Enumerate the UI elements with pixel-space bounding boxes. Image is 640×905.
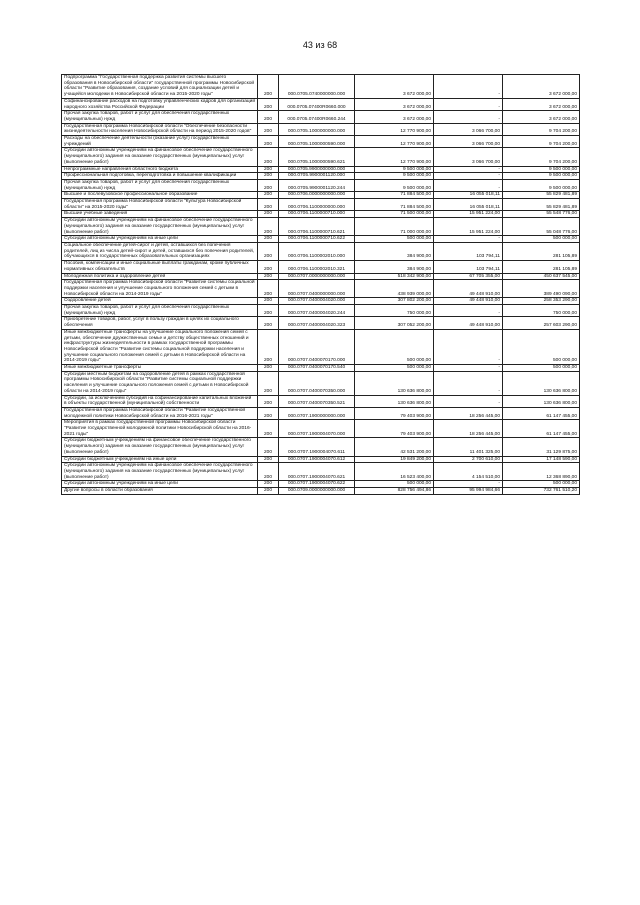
row-executed-amount-cell: - xyxy=(434,305,503,317)
row-executed-amount-cell: - xyxy=(434,98,503,110)
row-approved-amount-cell: 500 000,00 xyxy=(355,481,434,488)
table-row xyxy=(62,365,580,372)
row-executed-amount-cell: 67 705 355,00 xyxy=(434,273,503,280)
row-executed-amount-cell: 3 066 700,00 xyxy=(434,123,503,135)
row-approved-amount-cell: 3 672 000,00 xyxy=(355,111,434,123)
row-classification-code-cell: 000.0705.1000000590.000 xyxy=(279,136,355,148)
table-row xyxy=(62,136,580,148)
row-approved-amount-cell: 500 000,00 xyxy=(355,329,434,364)
row-approved-amount-cell: 71 500 000,00 xyxy=(355,211,434,218)
row-name-cell: Расходы на обеспечение деятельности (оказание услуг) государственных учреждений xyxy=(62,136,258,148)
table-row xyxy=(62,123,580,135)
row-code-cell: 200 xyxy=(258,420,279,438)
row-executed-amount-cell: - xyxy=(434,75,503,99)
row-name-cell: Субсидии автономным учреждениям на иные цели xyxy=(62,481,258,488)
row-code-cell: 200 xyxy=(258,298,279,305)
row-executed-amount-cell: 49 448 910,00 xyxy=(434,317,503,329)
row-classification-code-cell: 000.0707.0400070170.000 xyxy=(279,329,355,364)
row-name-cell: Мероприятия в рамках государственной программы Новосибирской области "Развитие государственной молодежной политики Новосибирской области на 2016-2021 годы" xyxy=(62,420,258,438)
row-name-cell: Субсидии автономным учреждениям на финансовое обеспечение государственного (муниципального) задания на оказание государственных (муниципальных) услуг (выполнение работ) xyxy=(62,148,258,166)
row-classification-code-cell: 000.0707.1900004070.612 xyxy=(279,456,355,463)
table-row xyxy=(62,148,580,166)
row-remaining-amount-cell: 55 048 776,00 xyxy=(503,218,580,236)
row-executed-amount-cell: 18 256 445,00 xyxy=(434,420,503,438)
row-approved-amount-cell: 42 531 200,00 xyxy=(355,438,434,456)
row-remaining-amount-cell: 9 500 000,00 xyxy=(503,166,580,173)
table-row xyxy=(62,395,580,407)
row-code-cell: 200 xyxy=(258,211,279,218)
row-classification-code-cell: 000.0706.1100002010.000 xyxy=(279,242,355,260)
table-row xyxy=(62,488,580,495)
row-classification-code-cell: 000.0707.0400000000.000 xyxy=(279,280,355,298)
row-remaining-amount-cell: 258 353 290,00 xyxy=(503,298,580,305)
row-name-cell: Пособия, компенсации и иные социальные выплаты гражданам, кроме публичных нормативных обязательств xyxy=(62,261,258,273)
row-name-cell: Субсидии местным бюджетам на оздоровление детей в рамках государственной программы Новосибирской области "Развитие системы социальной поддержки населения и улучшение социального положения семей с детьми в Новосибирской области на 2014-2019 годы" xyxy=(62,371,258,395)
table-row xyxy=(62,242,580,260)
row-approved-amount-cell: 518 342 900,00 xyxy=(355,273,434,280)
row-code-cell: 200 xyxy=(258,273,279,280)
row-approved-amount-cell: 9 500 000,00 xyxy=(355,166,434,173)
row-remaining-amount-cell: 17 148 590,00 xyxy=(503,456,580,463)
row-remaining-amount-cell: 9 500 000,00 xyxy=(503,173,580,180)
row-name-cell: Другие вопросы в области образования xyxy=(62,488,258,495)
row-code-cell: 200 xyxy=(258,111,279,123)
table-row xyxy=(62,199,580,211)
row-approved-amount-cell: 384 900,00 xyxy=(355,261,434,273)
row-approved-amount-cell: 3 672 000,00 xyxy=(355,98,434,110)
row-classification-code-cell: 000.0707.1900000000.000 xyxy=(279,407,355,419)
row-name-cell: Профессиональная подготовка, переподготовка и повышение квалификации xyxy=(62,173,258,180)
table-row xyxy=(62,211,580,218)
row-remaining-amount-cell: 55 829 481,89 xyxy=(503,199,580,211)
row-classification-code-cell: 000.0707.0400070350.000 xyxy=(279,371,355,395)
row-remaining-amount-cell: 500 000,00 xyxy=(503,481,580,488)
row-approved-amount-cell: 9 500 000,00 xyxy=(355,173,434,180)
row-remaining-amount-cell: 732 761 510,20 xyxy=(503,488,580,495)
row-remaining-amount-cell: 130 636 800,00 xyxy=(503,371,580,395)
row-remaining-amount-cell: 9 704 200,00 xyxy=(503,136,580,148)
table-row xyxy=(62,236,580,243)
row-executed-amount-cell: - xyxy=(434,371,503,395)
row-executed-amount-cell: - xyxy=(434,173,503,180)
row-approved-amount-cell: 71 884 500,00 xyxy=(355,199,434,211)
row-classification-code-cell: 000.0707.0400004020.000 xyxy=(279,298,355,305)
table-row xyxy=(62,329,580,364)
row-executed-amount-cell: 4 154 510,00 xyxy=(434,463,503,481)
row-executed-amount-cell: 95 994 984,66 xyxy=(434,488,503,495)
row-name-cell: Прочая закупка товаров, работ и услуг для обеспечения государственных (муниципальных) нужд xyxy=(62,111,258,123)
row-remaining-amount-cell: 450 637 545,00 xyxy=(503,273,580,280)
row-code-cell: 200 xyxy=(258,236,279,243)
row-code-cell: 200 xyxy=(258,218,279,236)
row-name-cell: Подпрограмма "Государственная поддержка развития системы высшего образования в Новосибирской области" государственной программы Новосибирской области "Развитие образования, создание условий для социализации детей и учащейся молодежи в Новосибирской области на 2015-2020 годы" xyxy=(62,75,258,99)
row-executed-amount-cell: 2 700 610,00 xyxy=(434,456,503,463)
table-row xyxy=(62,305,580,317)
row-code-cell: 200 xyxy=(258,329,279,364)
page-number: 43 из 68 xyxy=(302,40,338,50)
row-remaining-amount-cell: 9 704 200,00 xyxy=(503,148,580,166)
row-code-cell: 200 xyxy=(258,199,279,211)
row-remaining-amount-cell: 3 672 000,00 xyxy=(503,75,580,99)
row-name-cell: Прочая закупка товаров, работ и услуг для обеспечения государственных (муниципальных) нужд xyxy=(62,305,258,317)
row-code-cell: 200 xyxy=(258,192,279,199)
table-body xyxy=(62,75,580,495)
table-row xyxy=(62,166,580,173)
row-approved-amount-cell: 438 939 000,00 xyxy=(355,280,434,298)
row-classification-code-cell: 000.0705.1000000590.621 xyxy=(279,148,355,166)
row-approved-amount-cell: 71 000 000,00 xyxy=(355,218,434,236)
row-name-cell: Субсидии бюджетным учреждениям на иные цели xyxy=(62,456,258,463)
row-executed-amount-cell: 18 256 445,00 xyxy=(434,407,503,419)
row-name-cell: Государственная программа Новосибирской области "Обеспечение безопасности жизнедеятельности населения Новосибирской области на период 2015-2020 годов" xyxy=(62,123,258,135)
row-code-cell: 200 xyxy=(258,98,279,110)
row-code-cell: 200 xyxy=(258,136,279,148)
row-code-cell: 200 xyxy=(258,305,279,317)
row-remaining-amount-cell: 12 368 890,00 xyxy=(503,463,580,481)
row-code-cell: 200 xyxy=(258,371,279,395)
table-row xyxy=(62,456,580,463)
table-row xyxy=(62,481,580,488)
row-code-cell: 200 xyxy=(258,456,279,463)
row-code-cell: 200 xyxy=(258,438,279,456)
row-approved-amount-cell: 3 672 000,00 xyxy=(355,75,434,99)
row-executed-amount-cell: - xyxy=(434,166,503,173)
row-code-cell: 200 xyxy=(258,261,279,273)
row-approved-amount-cell: 79 403 900,00 xyxy=(355,420,434,438)
row-code-cell: 200 xyxy=(258,488,279,495)
row-code-cell: 200 xyxy=(258,173,279,180)
table-row xyxy=(62,420,580,438)
row-approved-amount-cell: 71 884 500,00 xyxy=(355,192,434,199)
row-name-cell: Государственная программа Новосибирской области "Развитие системы социальной поддержки населения и улучшение социального положения семей с детьми в Новосибирской области на 2014-2019 годы" xyxy=(62,280,258,298)
row-remaining-amount-cell: 281 105,89 xyxy=(503,261,580,273)
row-classification-code-cell: 000.0707.1900004070.611 xyxy=(279,438,355,456)
row-executed-amount-cell: - xyxy=(434,111,503,123)
row-classification-code-cell: 000.0705.0740000000.000 xyxy=(279,75,355,99)
row-code-cell: 200 xyxy=(258,481,279,488)
row-remaining-amount-cell: 61 147 455,00 xyxy=(503,407,580,419)
row-executed-amount-cell: 103 794,11 xyxy=(434,261,503,273)
row-executed-amount-cell: 3 066 700,00 xyxy=(434,136,503,148)
row-name-cell: Молодежная политика и оздоровление детей xyxy=(62,273,258,280)
row-classification-code-cell: 000.0707.1900004070.622 xyxy=(279,481,355,488)
table-row xyxy=(62,173,580,180)
row-executed-amount-cell: 15 951 224,00 xyxy=(434,218,503,236)
row-name-cell: Софинансирование расходов на подготовку управленческих кадров для организаций народного хозяйства Российской Федерации xyxy=(62,98,258,110)
row-name-cell: Оздоровление детей xyxy=(62,298,258,305)
row-classification-code-cell: 000.0706.1100000000.000 xyxy=(279,199,355,211)
row-remaining-amount-cell: 61 147 455,00 xyxy=(503,420,580,438)
row-name-cell: Субсидии автономным учреждениям на финансовое обеспечение государственного (муниципального) задания на оказание государственных (муниципальных) услуг (выполнение работ) xyxy=(62,463,258,481)
row-remaining-amount-cell: 281 105,89 xyxy=(503,242,580,260)
table-row xyxy=(62,75,580,99)
row-name-cell: Иные межбюджетные трансферты xyxy=(62,365,258,372)
row-classification-code-cell: 000.0705.07400R0660.000 xyxy=(279,98,355,110)
table-row xyxy=(62,179,580,191)
row-executed-amount-cell: - xyxy=(434,481,503,488)
row-code-cell: 200 xyxy=(258,317,279,329)
row-remaining-amount-cell: 31 129 875,00 xyxy=(503,438,580,456)
row-executed-amount-cell: 16 055 018,11 xyxy=(434,199,503,211)
table-row xyxy=(62,218,580,236)
row-name-cell: Государственная программа Новосибирской области "Культура Новосибирской области" на 2015-2020 годы" xyxy=(62,199,258,211)
row-approved-amount-cell: 130 636 800,00 xyxy=(355,395,434,407)
row-executed-amount-cell: - xyxy=(434,329,503,364)
table-row xyxy=(62,98,580,110)
row-code-cell: 200 xyxy=(258,148,279,166)
row-code-cell: 200 xyxy=(258,407,279,419)
row-executed-amount-cell: 16 055 018,11 xyxy=(434,192,503,199)
row-remaining-amount-cell: 500 000,00 xyxy=(503,329,580,364)
row-code-cell: 200 xyxy=(258,463,279,481)
row-approved-amount-cell: 307 802 200,00 xyxy=(355,298,434,305)
table-row xyxy=(62,438,580,456)
row-remaining-amount-cell: 3 672 000,00 xyxy=(503,111,580,123)
row-approved-amount-cell: 828 756 494,86 xyxy=(355,488,434,495)
row-name-cell: Субсидии автономным учреждениям на иные цели xyxy=(62,236,258,243)
table-row xyxy=(62,298,580,305)
row-executed-amount-cell: 11 401 325,00 xyxy=(434,438,503,456)
row-approved-amount-cell: 12 770 900,00 xyxy=(355,123,434,135)
row-approved-amount-cell: 12 770 900,00 xyxy=(355,148,434,166)
row-approved-amount-cell: 19 849 200,00 xyxy=(355,456,434,463)
row-classification-code-cell: 000.0707.1900004070.000 xyxy=(279,420,355,438)
row-remaining-amount-cell: 130 636 800,00 xyxy=(503,395,580,407)
row-executed-amount-cell: 3 066 700,00 xyxy=(434,148,503,166)
row-approved-amount-cell: 750 000,00 xyxy=(355,305,434,317)
row-remaining-amount-cell: 9 704 200,00 xyxy=(503,123,580,135)
row-classification-code-cell: 000.0707.0400004020.244 xyxy=(279,305,355,317)
row-executed-amount-cell: - xyxy=(434,179,503,191)
table-row xyxy=(62,280,580,298)
row-remaining-amount-cell: 55 829 481,89 xyxy=(503,192,580,199)
row-classification-code-cell: 000.0706.0000000000.000 xyxy=(279,192,355,199)
row-classification-code-cell: 000.0706.1100000710.000 xyxy=(279,211,355,218)
row-approved-amount-cell: 12 770 900,00 xyxy=(355,136,434,148)
row-remaining-amount-cell: 500 000,00 xyxy=(503,236,580,243)
row-remaining-amount-cell: 500 000,00 xyxy=(503,365,580,372)
table-row xyxy=(62,407,580,419)
row-name-cell: Субсидии автономным учреждениям на финансовое обеспечение государственного (муниципального) задания на оказание государственных (муниципальных) услуг (выполнение работ) xyxy=(62,218,258,236)
row-code-cell: 200 xyxy=(258,75,279,99)
table-row xyxy=(62,192,580,199)
row-remaining-amount-cell: 389 490 090,00 xyxy=(503,280,580,298)
row-remaining-amount-cell: 55 548 776,00 xyxy=(503,211,580,218)
table-row xyxy=(62,273,580,280)
row-approved-amount-cell: 500 000,00 xyxy=(355,236,434,243)
row-code-cell: 200 xyxy=(258,179,279,191)
row-classification-code-cell: 000.0705.9900001120.000 xyxy=(279,173,355,180)
row-approved-amount-cell: 384 900,00 xyxy=(355,242,434,260)
row-classification-code-cell: 000.0707.0400070170.540 xyxy=(279,365,355,372)
row-classification-code-cell: 000.0706.1100000710.621 xyxy=(279,218,355,236)
row-remaining-amount-cell: 750 000,00 xyxy=(503,305,580,317)
row-remaining-amount-cell: 3 672 000,00 xyxy=(503,98,580,110)
row-name-cell: Государственная программа Новосибирской области "Развитие государственной молодежной политики Новосибирской области на 2016-2021 годы" xyxy=(62,407,258,419)
table-row xyxy=(62,111,580,123)
row-executed-amount-cell: 49 448 910,00 xyxy=(434,298,503,305)
row-name-cell: Социальное обеспечение детей-сирот и детей, оставшихся без попечения родителей, лиц из числа детей-сирот и детей, оставшихся без попечения родителей, обучающихся в государственных образовательных организациях xyxy=(62,242,258,260)
row-executed-amount-cell: - xyxy=(434,236,503,243)
row-classification-code-cell: 000.0707.0400070350.521 xyxy=(279,395,355,407)
row-name-cell: Прочая закупка товаров, работ и услуг для обеспечения государственных (муниципальных) нужд xyxy=(62,179,258,191)
row-code-cell: 200 xyxy=(258,242,279,260)
table-row xyxy=(62,463,580,481)
row-approved-amount-cell: 307 052 200,00 xyxy=(355,317,434,329)
row-executed-amount-cell: 49 448 910,00 xyxy=(434,280,503,298)
row-code-cell: 200 xyxy=(258,166,279,173)
row-approved-amount-cell: 79 403 900,00 xyxy=(355,407,434,419)
row-code-cell: 200 xyxy=(258,123,279,135)
row-name-cell: Субсидии, за исключением субсидий на софинансирование капитальных вложений в объекты государственной (муниципальной) собственности xyxy=(62,395,258,407)
row-name-cell: Субсидии бюджетным учреждениям на финансовое обеспечение государственного (муниципального) задания на оказание государственных (муниципальных) услуг (выполнение работ) xyxy=(62,438,258,456)
row-code-cell: 200 xyxy=(258,280,279,298)
row-classification-code-cell: 000.0705.1000000000.000 xyxy=(279,123,355,135)
table-row xyxy=(62,371,580,395)
row-classification-code-cell: 000.0706.1100002010.321 xyxy=(279,261,355,273)
row-approved-amount-cell: 9 500 000,00 xyxy=(355,179,434,191)
row-classification-code-cell: 000.0706.1100000710.622 xyxy=(279,236,355,243)
row-approved-amount-cell: 500 000,00 xyxy=(355,365,434,372)
row-classification-code-cell: 000.0705.07400R0660.244 xyxy=(279,111,355,123)
row-executed-amount-cell: 15 951 224,00 xyxy=(434,211,503,218)
row-name-cell: Непрограммные направления областного бюджета xyxy=(62,166,258,173)
row-classification-code-cell: 000.0707.0000000000.000 xyxy=(279,273,355,280)
row-code-cell: 200 xyxy=(258,365,279,372)
row-name-cell: Иные межбюджетные трансферты на улучшение социального положения семей с детьми, обеспечение дружественных семье и детству общественных отношений и инфраструктуры жизнедеятельности в рамках государственной программы Новосибирской области "Развитие системы социальной поддержки населения и улучшение социального положения семей с детьми в Новосибирской области на 2014-2019 годы" xyxy=(62,329,258,364)
row-name-cell: Высшее и послевузовское профессиональное образование xyxy=(62,192,258,199)
row-executed-amount-cell: - xyxy=(434,365,503,372)
row-executed-amount-cell: 103 794,11 xyxy=(434,242,503,260)
row-approved-amount-cell: 16 523 400,00 xyxy=(355,463,434,481)
budget-execution-table xyxy=(61,74,580,495)
row-classification-code-cell: 000.0709.0000000000.000 xyxy=(279,488,355,495)
row-classification-code-cell: 000.0705.9900000000.000 xyxy=(279,166,355,173)
row-remaining-amount-cell: 9 500 000,00 xyxy=(503,179,580,191)
row-executed-amount-cell: - xyxy=(434,395,503,407)
row-classification-code-cell: 000.0707.1900004070.621 xyxy=(279,463,355,481)
table-row xyxy=(62,261,580,273)
row-name-cell: Высшие учебные заведения xyxy=(62,211,258,218)
table-row xyxy=(62,317,580,329)
row-approved-amount-cell: 130 636 800,00 xyxy=(355,371,434,395)
row-classification-code-cell: 000.0705.9900001120.244 xyxy=(279,179,355,191)
row-name-cell: Приобретение товаров, работ, услуг в пользу граждан в целях их социального обеспечения xyxy=(62,317,258,329)
row-classification-code-cell: 000.0707.0400004020.323 xyxy=(279,317,355,329)
row-remaining-amount-cell: 257 603 290,00 xyxy=(503,317,580,329)
row-code-cell: 200 xyxy=(258,395,279,407)
